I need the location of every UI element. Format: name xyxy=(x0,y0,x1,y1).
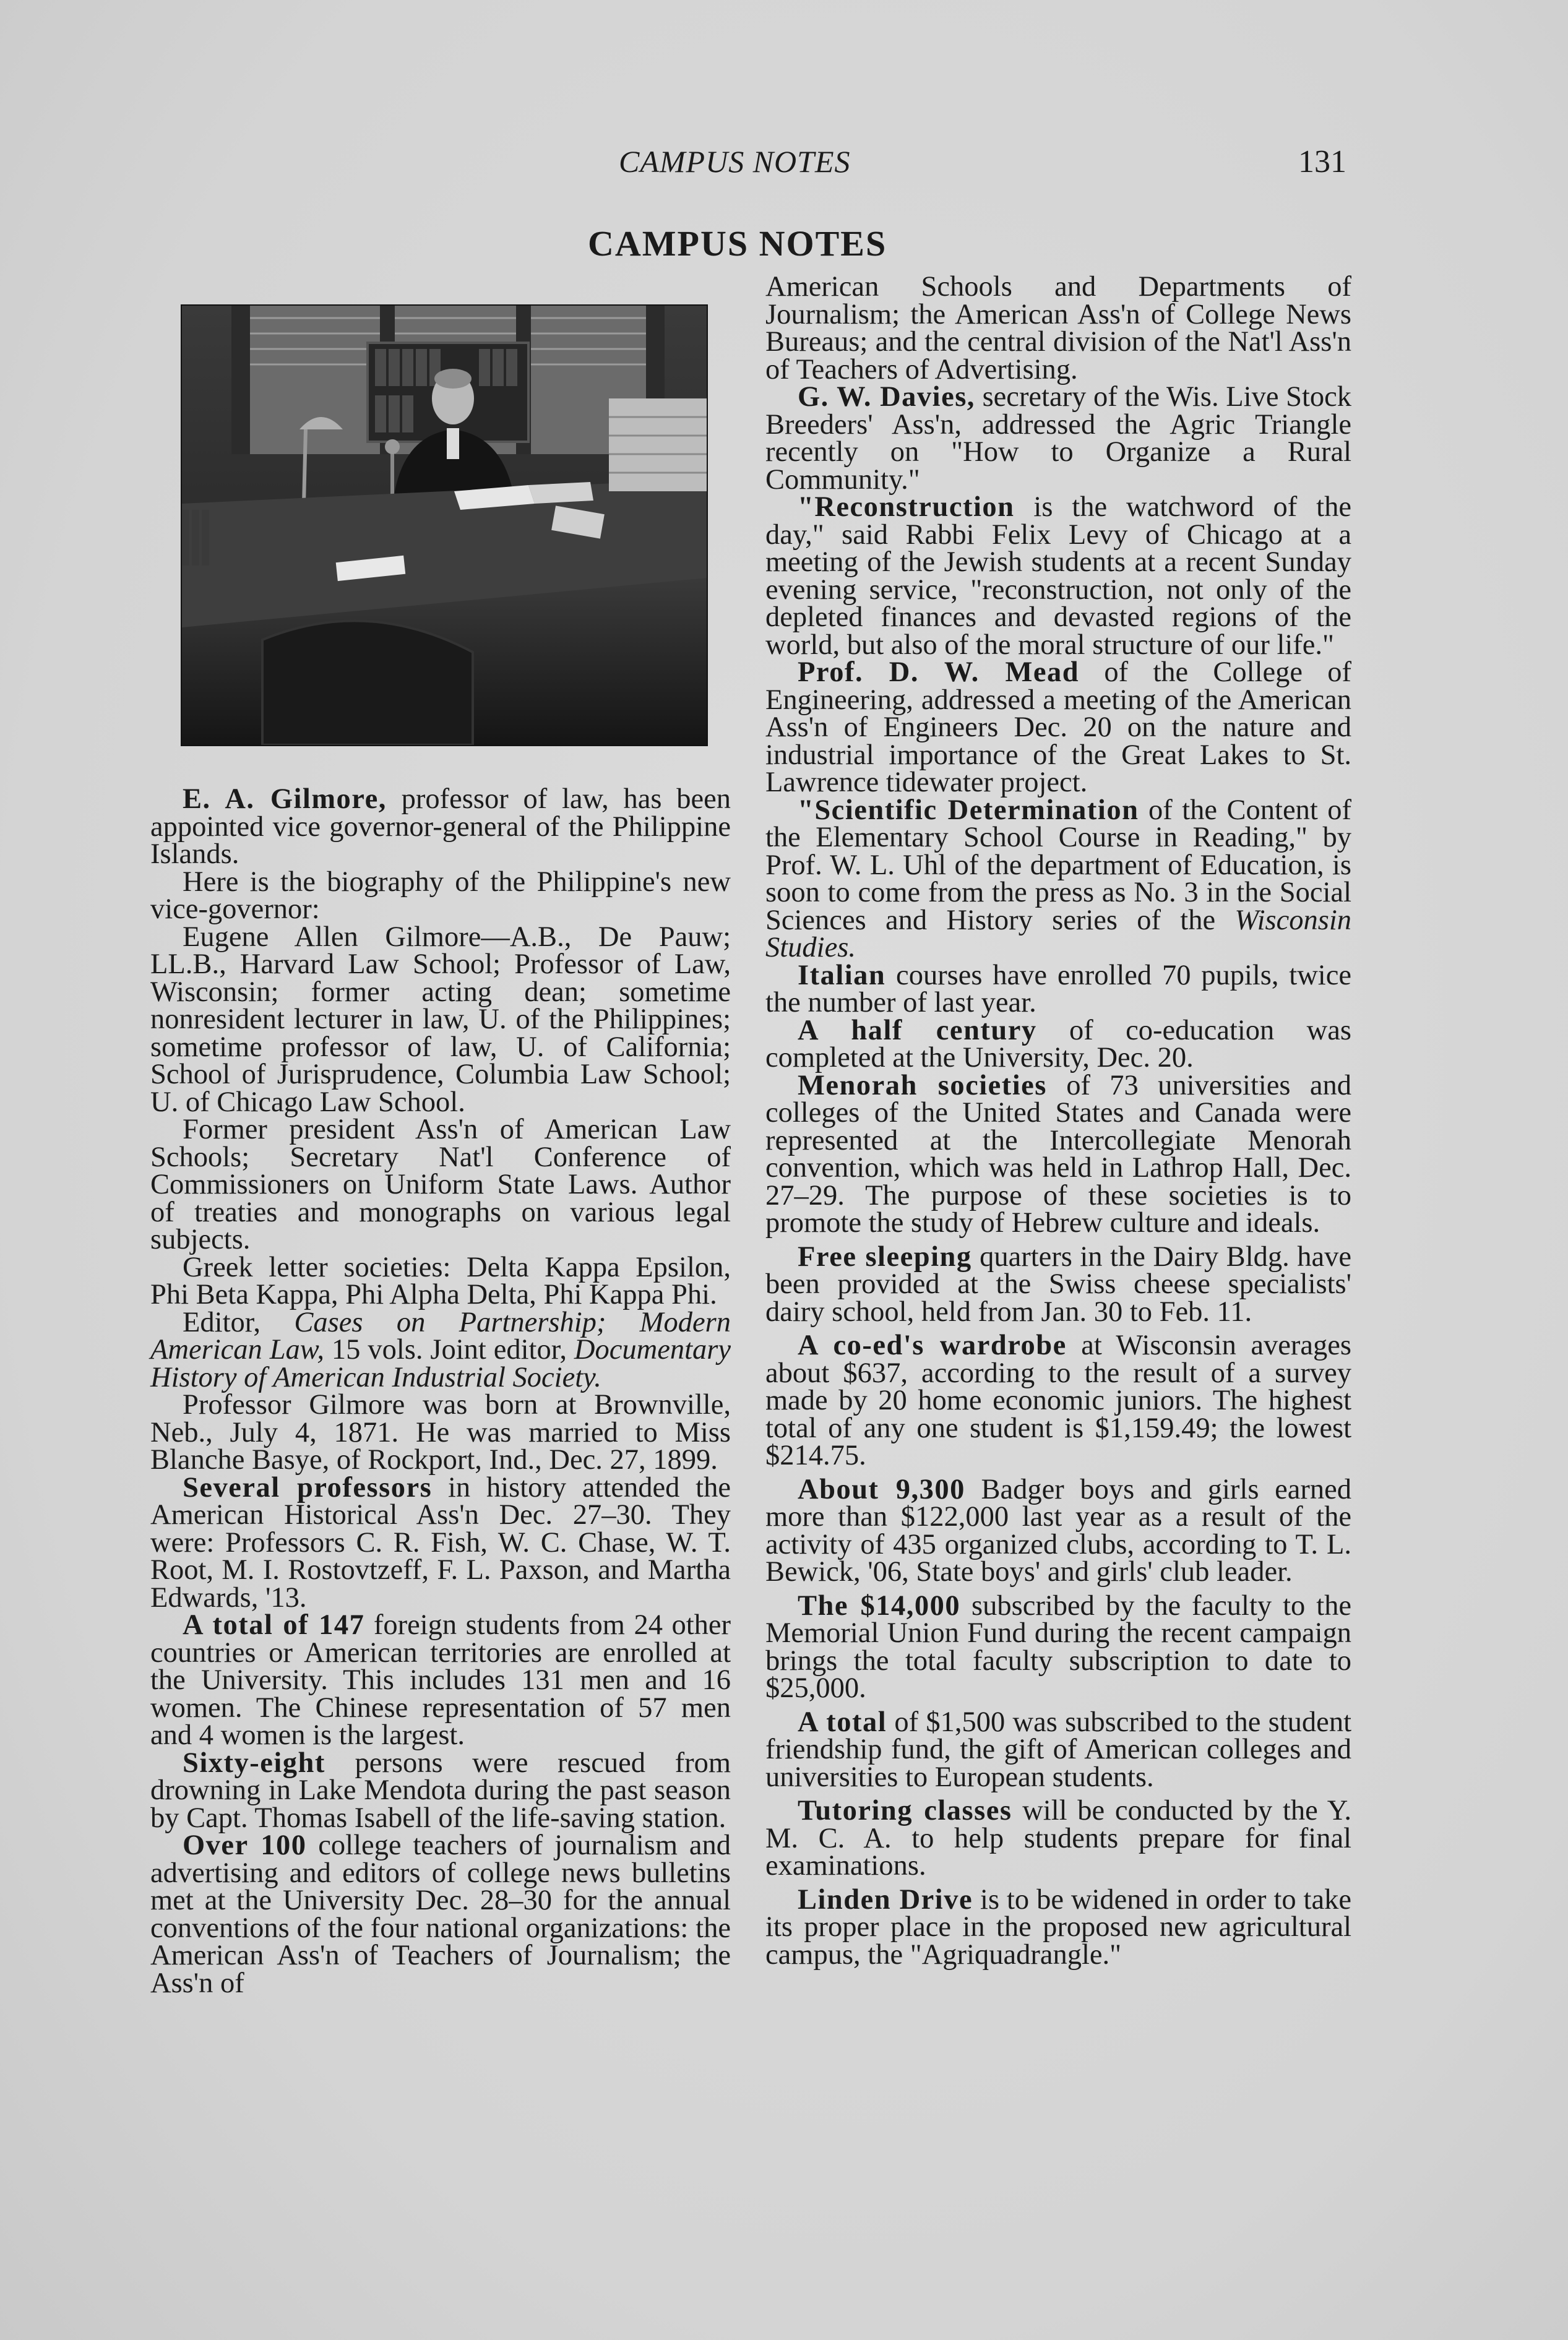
body-text: Badger boys and girls earned more than $122,000 last year as a result of the activity of 435 organized clubs, according to T. L. Bewick, '06, State boys' and girls' club leader. xyxy=(765,1473,1351,1588)
lead-text: Linden Drive xyxy=(798,1883,973,1916)
paragraph: Professor Gilmore was born at Brownville, Neb., July 4, 1871. He was married to Miss Blanche Basye, of Rockport, Ind., Dec. 27, 1899. xyxy=(150,1389,731,1476)
news-item xyxy=(765,1589,1352,1704)
paragraph: Eugene Allen Gilmore—A.B., De Pauw; LL.B., Harvard Law School; Professor of Law, Wisconsin; former acting dean; sometime nonresident lecturer in law, U. of the Philippines; sometime professor of law, U. of California; School of Jurisprudence, Columbia Law School; U. of Chicago Law School. xyxy=(150,921,731,1118)
section-title: CAMPUS NOTES xyxy=(588,223,887,264)
article-gilmore xyxy=(150,783,731,870)
body-text: professor of law, has been appointed vice governor-general of the Philippine Islands. xyxy=(150,783,731,870)
body-text: at Wisconsin averages about $637, according to the result of a survey made by 20 home economic juniors. The highest total of any one student is $1,159.49; the lowest $214.75. xyxy=(765,1330,1351,1471)
body-text: persons were rescued from drowning in Lake Mendota during the past season by Capt. Thomas Isabell of the life-saving station. xyxy=(150,1747,731,1834)
news-item xyxy=(765,1883,1351,1971)
news-item xyxy=(765,491,1351,661)
lead-text: E. A. Gilmore, xyxy=(183,783,387,815)
body-text: foreign students from 24 other countries or American territories are enrolled at the University. This includes 131 men and 16 women. The Chinese representation of 57 men and 4 women is the largest. xyxy=(150,1609,731,1751)
photo-illustration xyxy=(182,306,707,745)
lead-text: G. W. Davies, xyxy=(798,381,975,413)
news-item xyxy=(765,1241,1352,1328)
lead-text: Tutoring classes xyxy=(798,1795,1012,1826)
body-text: college teachers of journalism and advertising and editors of college news bulletins met at the University Dec. 28–30 for the annual conventions of the four national organizations: the American Ass'n of Teachers of Journalism; the Ass'n of xyxy=(150,1830,731,1999)
paragraph-continuation: American Schools and Departments of Journalism; the American Ass'n of College News Bureaus; and the central division of the Nat'l Ass'n of Teachers of Advertising. xyxy=(765,271,1351,385)
body-text: will be conducted by the Y. M. C. A. to help students prepare for final examinations. xyxy=(765,1795,1351,1882)
body-text: 15 vols. Joint editor, xyxy=(324,1334,574,1366)
paragraph: Former president Ass'n of American Law Schools; Secretary Nat'l Conference of Commissioners on Uniform State Laws. Author of treaties and monographs on various legal subjects. xyxy=(150,1114,731,1255)
news-item xyxy=(765,794,1351,963)
lead-text: Menorah societies xyxy=(798,1069,1047,1101)
italic-title: Cases on Partnership; Modern American Law, xyxy=(150,1306,731,1366)
body-text: of co-education was completed at the University, Dec. 20. xyxy=(765,1014,1351,1073)
lead-text: A co-ed's wardrobe xyxy=(798,1330,1067,1361)
lead-text: Sixty-eight xyxy=(183,1747,325,1779)
body-text: courses have enrolled 70 pupils, twice the number of last year. xyxy=(765,959,1351,1018)
news-item xyxy=(765,1797,1351,1880)
body-text: subscribed by the faculty to the Memorial Union Fund during the recent campaign brings the total faculty subscription to date to $25,000. xyxy=(765,1589,1352,1704)
news-item xyxy=(150,1832,731,1997)
right-column xyxy=(765,273,1351,1969)
lead-text: Prof. D. W. Mead xyxy=(798,656,1080,688)
news-item xyxy=(150,1609,731,1751)
lead-text: Free sleeping xyxy=(798,1241,972,1273)
paragraph: Here is the biography of the Philippine's new vice-governor: xyxy=(150,866,731,925)
lead-text: The $14,000 xyxy=(798,1589,961,1622)
lead-text: A half century xyxy=(798,1014,1037,1046)
page-number: 131 xyxy=(1298,144,1346,179)
body-text: of the College of Engineering, addressed a meeting of the American Ass'n of Engineers Dec. 20 on the nature and industrial importance of the Great Lakes to St. Lawrence tidewater project. xyxy=(765,656,1351,798)
news-item xyxy=(765,1014,1351,1073)
news-item xyxy=(150,1747,731,1834)
news-item xyxy=(765,381,1352,496)
lead-text: About 9,300 xyxy=(798,1473,965,1505)
news-item xyxy=(765,1706,1351,1793)
body-text: is to be widened in order to take its proper place in the proposed new agricultural campus, the "Agriquadrangle." xyxy=(765,1883,1351,1971)
body-text: of 73 universities and colleges of the United States and Canada were represented at the Intercollegiate Menorah convention, which was held in Lathrop Hall, Dec. 27–29. The purpose of these societies is to promote the study of Hebrew culture and ideals. xyxy=(765,1069,1351,1239)
left-column xyxy=(150,783,731,1999)
lead-text: "Scientific Determination xyxy=(798,794,1139,826)
portrait-photo xyxy=(181,304,708,746)
lead-text: Over 100 xyxy=(183,1830,307,1861)
body-text: of $1,500 was subscribed to the student friendship fund, the gift of American colleges and universities to European students. xyxy=(765,1706,1351,1793)
italic-title: Wisconsin Studies. xyxy=(765,904,1351,963)
news-item xyxy=(765,959,1351,1018)
body-text: Editor, xyxy=(183,1306,295,1338)
lead-text: A total of 147 xyxy=(183,1609,365,1641)
lead-text: A total xyxy=(798,1706,887,1738)
body-text: in history attended the American Historical Ass'n Dec. 27–30. They were: Professors C. R. Fish, W. C. Chase, W. T. Root, M. I. Rostovtzeff, F. L. Paxson, and Martha Edwards, '13. xyxy=(150,1471,731,1614)
lead-text: "Reconstruction xyxy=(798,491,1015,523)
lead-text: Several professors xyxy=(183,1471,433,1503)
lead-text: Italian xyxy=(798,959,886,991)
body-text: quarters in the Dairy Bldg. have been provided at the Swiss cheese specialists' dairy school, held from Jan. 30 to Feb. 11. xyxy=(765,1241,1352,1328)
italic-title: Documentary History of American Industrial Society. xyxy=(150,1334,731,1393)
paragraph-editor xyxy=(150,1306,731,1393)
body-text: of the Content of the Elementary School Course in Reading," by Prof. W. L. Uhl of the department of Education, is soon to come from the press as No. 3 in the Social Sciences and History series of the xyxy=(765,794,1351,936)
news-item xyxy=(765,1473,1351,1588)
running-header: CAMPUS NOTES xyxy=(619,144,851,179)
news-item xyxy=(150,1471,731,1614)
news-item xyxy=(765,1332,1351,1470)
body-text: is the watchword of the day," said Rabbi Felix Levy of Chicago at a meeting of the Jewish students at a recent Sunday evening service, "reconstruction, not only of the depleted finances and devasted regions of the world, but also of the moral structure of our life." xyxy=(765,491,1351,661)
body-text: secretary of the Wis. Live Stock Breeders' Ass'n, addressed the Agric Triangle recently on "How to Organize a Rural Community." xyxy=(765,381,1352,496)
news-item xyxy=(765,1069,1351,1239)
news-item xyxy=(765,656,1351,798)
paragraph: Greek letter societies: Delta Kappa Epsilon, Phi Beta Kappa, Phi Alpha Delta, Phi Kappa Phi. xyxy=(150,1251,731,1310)
